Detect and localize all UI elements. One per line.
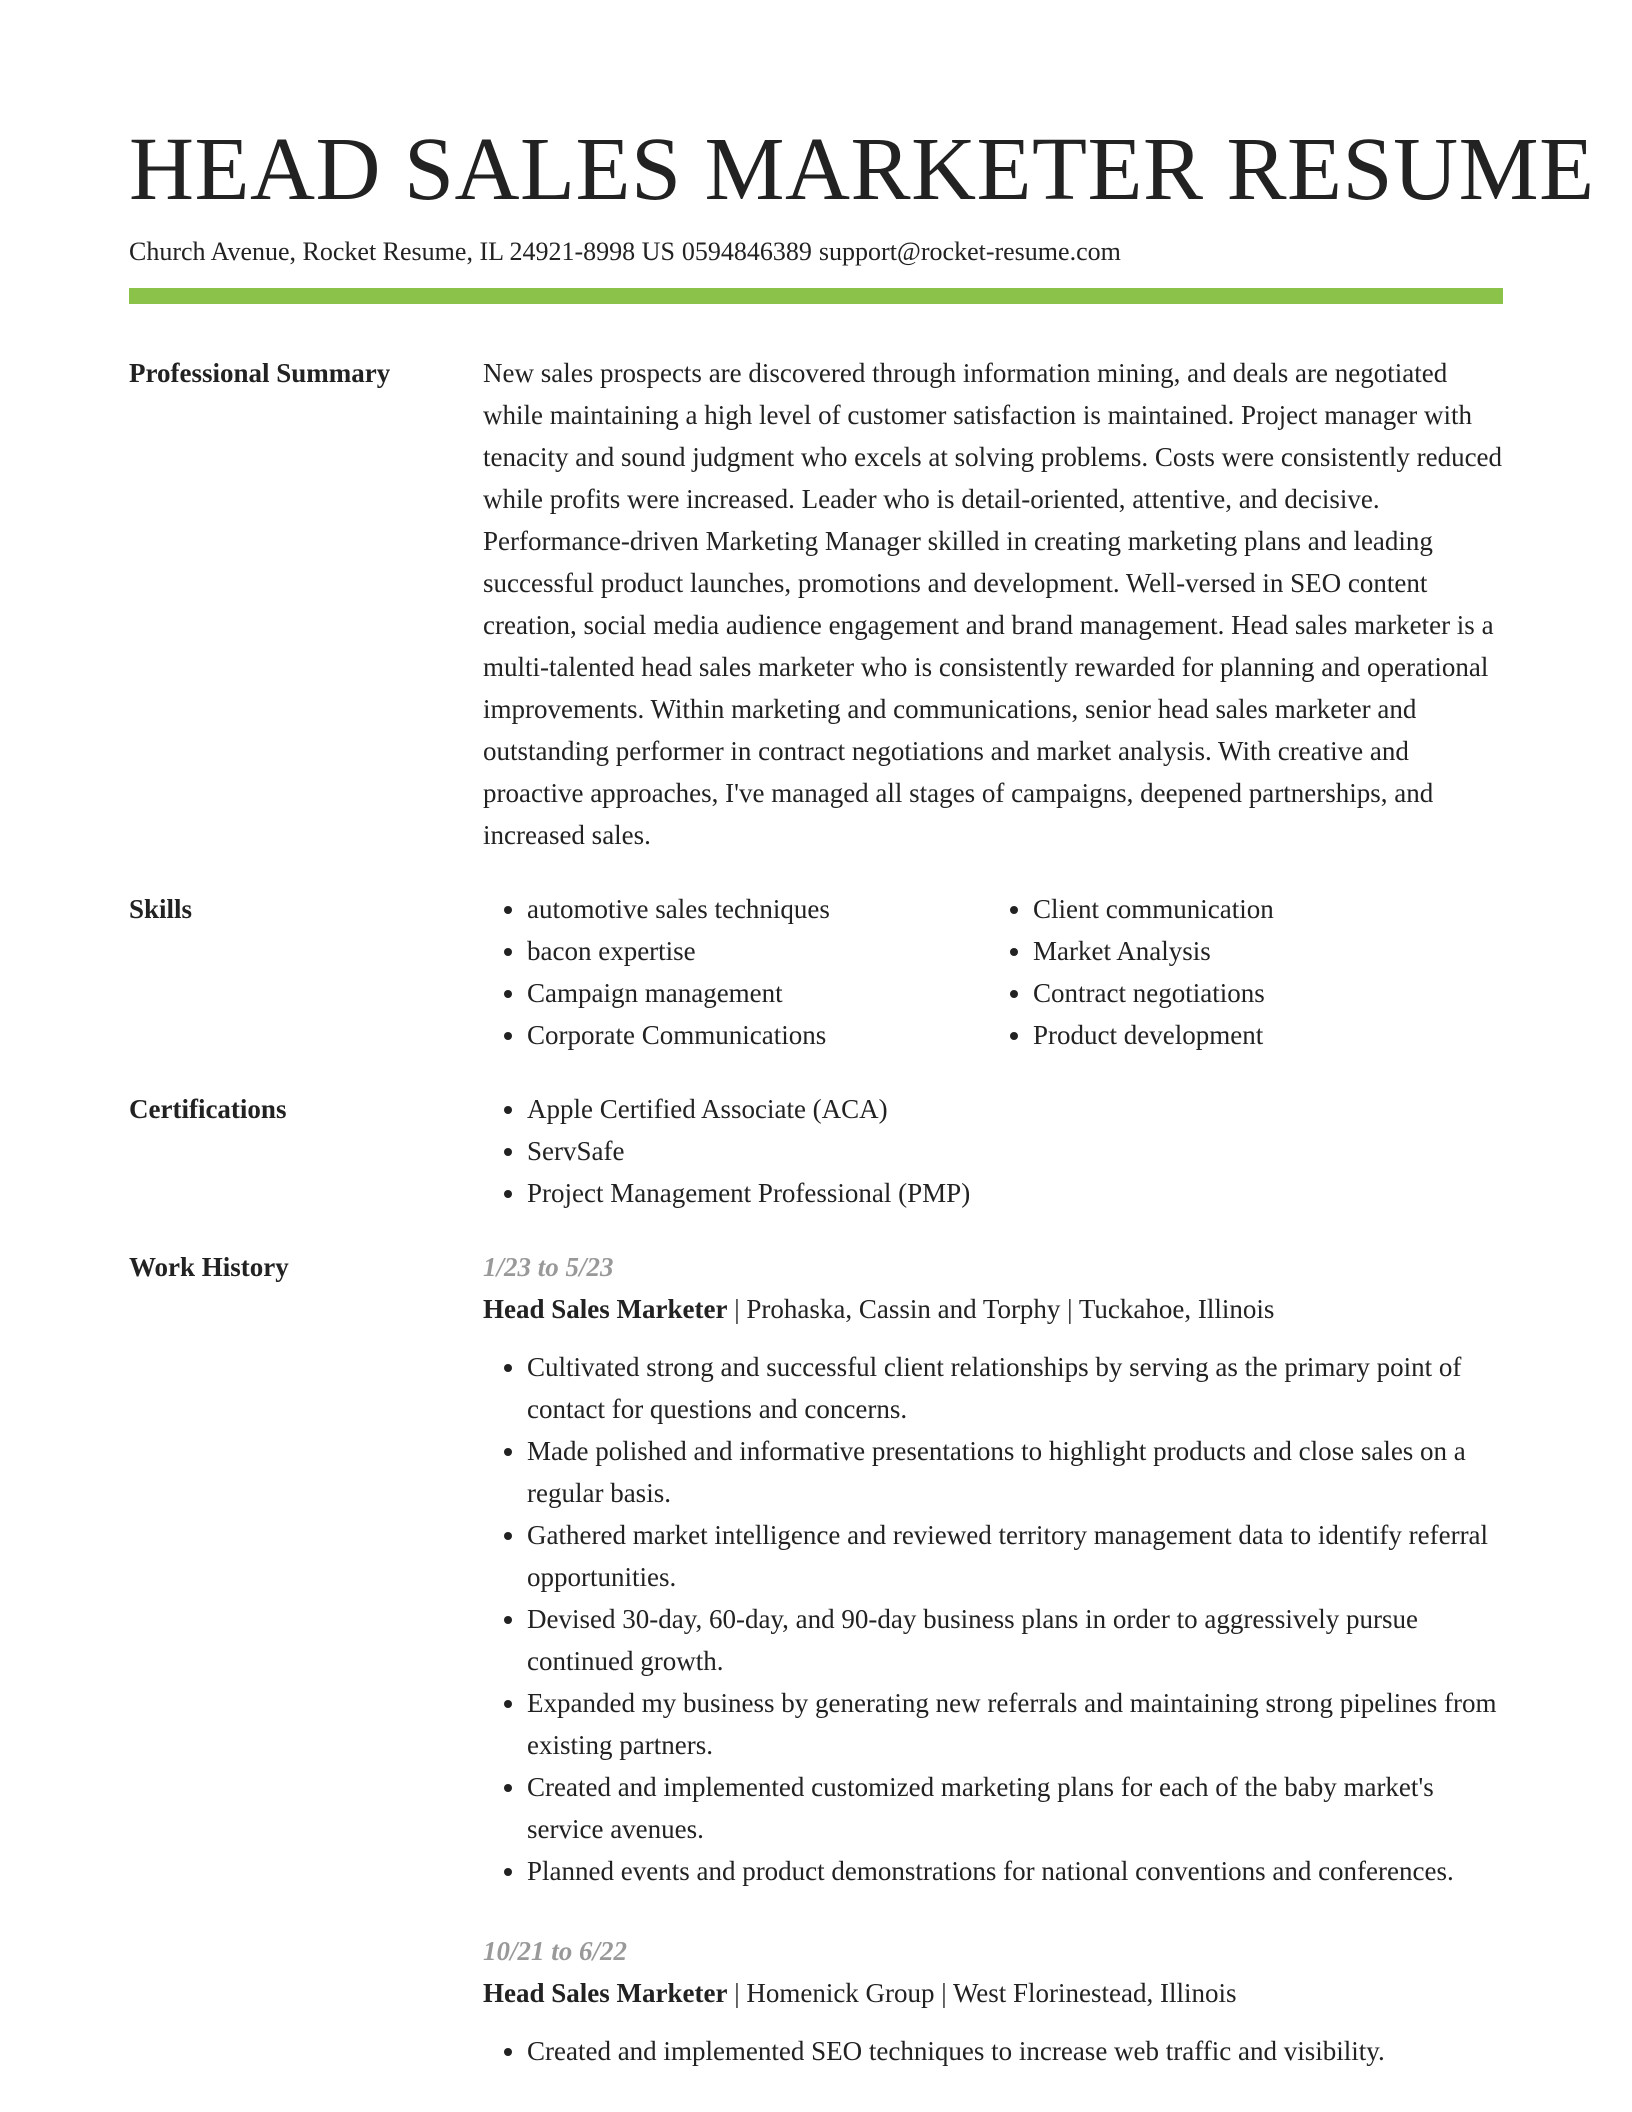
contact-address: Church Avenue, Rocket Resume, IL 24921-8998 US xyxy=(129,237,675,266)
summary-section xyxy=(129,352,1503,856)
skills-label: Skills xyxy=(129,894,193,924)
job-title: Head Sales Marketer xyxy=(483,1294,728,1324)
job-dates: 10/21 to 6/22 xyxy=(483,1936,628,1966)
resume-title: HEAD SALES MARKETER RESUME xyxy=(129,120,1595,219)
skills-column-2 xyxy=(989,888,1495,1056)
skill-item: • bacon expertise xyxy=(527,930,989,972)
job-entry xyxy=(483,1246,1503,1892)
job-entry xyxy=(483,1930,1503,2072)
job-dates: 1/23 to 5/23 xyxy=(483,1252,614,1282)
skill-item: • Client communication xyxy=(1033,888,1495,930)
summary-content xyxy=(483,352,1503,856)
contact-phone: 0594846389 xyxy=(681,237,812,266)
skill-item: • automotive sales techniques xyxy=(527,888,989,930)
job-bullet: • Cultivated strong and successful client relationships by serving as the primary point of contact for questions and concerns. xyxy=(527,1346,1503,1430)
job-title: Head Sales Marketer xyxy=(483,1978,728,2008)
job-bullet: • Gathered market intelligence and reviewed territory management data to identify referral opportunities. xyxy=(527,1514,1503,1598)
skills-section xyxy=(129,888,1503,1056)
work-history-content xyxy=(483,1246,1503,2072)
contact-email: support@rocket-resume.com xyxy=(818,237,1121,266)
certifications-label: Certifications xyxy=(129,1094,287,1124)
job-details: | Homenick Group | West Florinestead, Illinois xyxy=(727,1978,1237,2008)
certifications-content xyxy=(483,1088,1503,1214)
certification-item: • Project Management Professional (PMP) xyxy=(527,1172,1503,1214)
work-history-label: Work History xyxy=(129,1252,289,1282)
skill-item: • Campaign management xyxy=(527,972,989,1014)
contact-line xyxy=(129,234,1503,270)
job-details: | Prohaska, Cassin and Torphy | Tuckahoe, Illinois xyxy=(727,1294,1275,1324)
certification-item: • Apple Certified Associate (ACA) xyxy=(527,1088,1503,1130)
job-bullet: • Created and implemented customized marketing plans for each of the baby market's service avenues. xyxy=(527,1766,1503,1850)
skills-column-1 xyxy=(483,888,989,1056)
certification-item: • ServSafe xyxy=(527,1130,1503,1172)
skill-item: • Corporate Communications xyxy=(527,1014,989,1056)
job-bullet: • Devised 30-day, 60-day, and 90-day business plans in order to aggressively pursue continued growth. xyxy=(527,1598,1503,1682)
job-bullet: • Made polished and informative presentations to highlight products and close sales on a regular basis. xyxy=(527,1430,1503,1514)
summary-label: Professional Summary xyxy=(129,358,391,388)
job-heading xyxy=(483,1288,1503,1330)
resume-header xyxy=(129,0,1595,304)
job-bullet: • Created and implemented SEO techniques to increase web traffic and visibility. xyxy=(527,2030,1503,2072)
work-history-section xyxy=(129,1246,1503,2072)
certifications-section xyxy=(129,1088,1503,1214)
skill-item: • Product development xyxy=(1033,1014,1495,1056)
skill-item: • Market Analysis xyxy=(1033,930,1495,972)
skills-content xyxy=(483,888,1503,1056)
job-heading xyxy=(483,1972,1503,2014)
certifications-list xyxy=(483,1088,1503,1214)
job-bullet: • Planned events and product demonstrations for national conventions and conferences. xyxy=(527,1850,1503,1892)
job-bullet: • Expanded my business by generating new referrals and maintaining strong pipelines from existing partners. xyxy=(527,1682,1503,1766)
skill-item: • Contract negotiations xyxy=(1033,972,1495,1014)
header-divider xyxy=(129,288,1503,304)
summary-text: New sales prospects are discovered through information mining, and deals are negotiated while maintaining a high level of customer satisfaction is maintained. Project manager with tenacity and sound judgment who excels at solving problems. Costs were consistently reduced while profits were increased. Leader who is detail-oriented, attentive, and decisive. Performance-driven Marketing Manager skilled in creating marketing plans and leading successful product launches, promotions and development. Well-versed in SEO content creation, social media audience engagement and brand management. Head sales marketer is a multi-talented head sales marketer who is consistently rewarded for planning and operational improvements. Within marketing and communications, senior head sales marketer and outstanding performer in contract negotiations and market analysis. With creative and proactive approaches, I've managed all stages of campaigns, deepened partnerships, and increased sales. xyxy=(483,358,1503,850)
job-bullets xyxy=(483,1346,1503,1892)
job-bullets xyxy=(483,2030,1503,2072)
